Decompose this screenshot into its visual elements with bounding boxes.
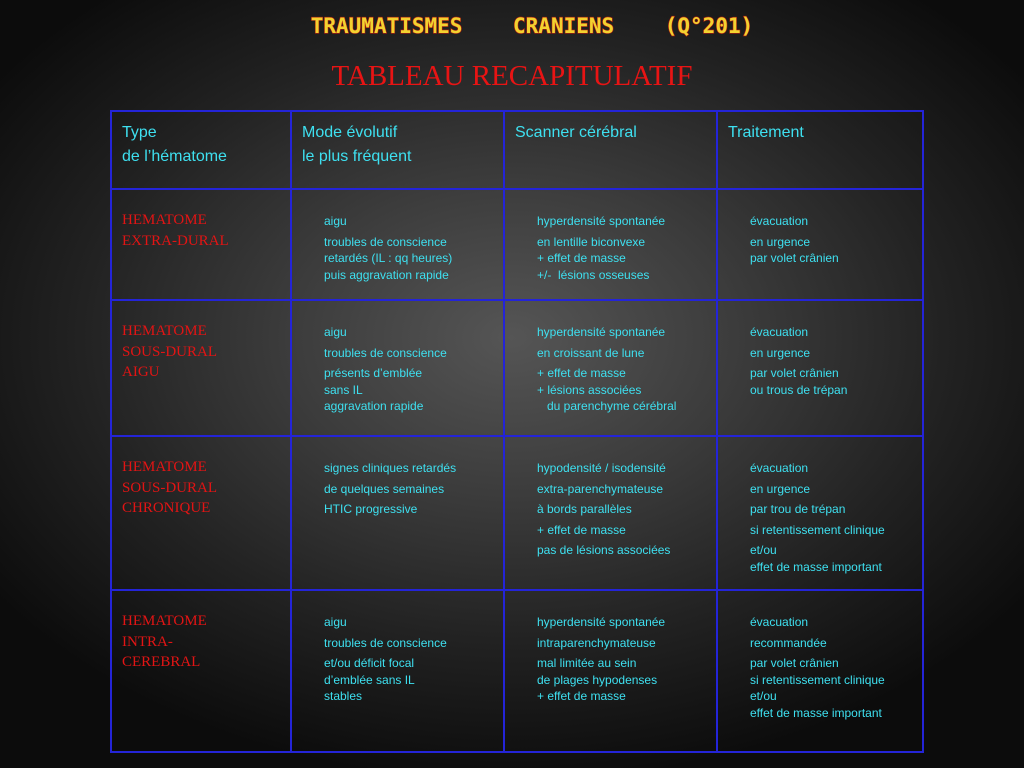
header-graphic bbox=[0, 8, 1024, 100]
scanner-line: mal limitée au sein bbox=[537, 656, 637, 670]
traitement-line-group bbox=[750, 365, 914, 398]
table-row bbox=[111, 436, 923, 590]
type-cell bbox=[111, 300, 291, 436]
header-cell-traitement bbox=[717, 111, 923, 189]
scanner-line-group bbox=[537, 614, 708, 631]
scanner-line: + effet de masse bbox=[537, 522, 626, 537]
mode-cell bbox=[291, 590, 504, 752]
header-label-scanner: Scanner cérébral bbox=[515, 124, 637, 141]
scanner-cell bbox=[504, 436, 717, 590]
mode-line: aggravation rapide bbox=[324, 399, 424, 413]
mode-line-group bbox=[324, 345, 495, 362]
traitement-line: si retentissement clinique bbox=[750, 522, 885, 537]
traitement-line-group bbox=[750, 345, 914, 362]
traitement-line: par volet crânien bbox=[750, 251, 839, 265]
mode-cell bbox=[291, 189, 504, 300]
traitement-line: et/ou bbox=[750, 689, 777, 703]
traitement-line-group bbox=[750, 614, 914, 631]
mode-line: signes cliniques retardés bbox=[324, 461, 457, 475]
scanner-line-group bbox=[537, 522, 708, 539]
mode-line-group bbox=[324, 234, 495, 284]
header-label-mode: Mode évolutif le plus fréquent bbox=[302, 124, 412, 165]
traitement-line: en urgence bbox=[750, 481, 811, 496]
traitement-line-group bbox=[750, 481, 914, 498]
header-row bbox=[111, 111, 923, 189]
mode-cell bbox=[291, 300, 504, 436]
traitement-line-group bbox=[750, 234, 914, 267]
scanner-line: hyperdensité spontanée bbox=[537, 615, 666, 629]
mode-line-group bbox=[324, 501, 495, 518]
mode-line-group bbox=[324, 655, 495, 705]
traitement-line: par volet crânien bbox=[750, 366, 839, 380]
scanner-line: en croissant de lune bbox=[537, 345, 645, 360]
hematoma-type-label: HEMATOME SOUS-DURAL CHRONIQUE bbox=[122, 459, 218, 516]
traitement-line: effet de masse important bbox=[750, 705, 882, 720]
traitement-cell bbox=[717, 189, 923, 300]
slide-banner: TRAUMATISMES CRANIENS (Q°201) bbox=[310, 14, 754, 38]
type-cell bbox=[111, 436, 291, 590]
traitement-line-group bbox=[750, 655, 914, 721]
hematoma-type-label: HEMATOME SOUS-DURAL AIGU bbox=[122, 323, 218, 380]
traitement-line: en urgence bbox=[750, 234, 811, 249]
traitement-line: évacuation bbox=[750, 214, 809, 228]
hematoma-type-label: HEMATOME INTRA- CEREBRAL bbox=[122, 613, 207, 670]
type-cell bbox=[111, 189, 291, 300]
scanner-line: intraparenchymateuse bbox=[537, 635, 656, 650]
traitement-line-group bbox=[750, 501, 914, 518]
scanner-line-group bbox=[537, 655, 708, 705]
scanner-line-group bbox=[537, 213, 708, 230]
traitement-line: par volet crânien bbox=[750, 656, 839, 670]
recap-table bbox=[110, 110, 924, 753]
traitement-line-group bbox=[750, 635, 914, 652]
header-cell-mode bbox=[291, 111, 504, 189]
traitement-line: en urgence bbox=[750, 345, 811, 360]
scanner-line: + effet de masse bbox=[537, 689, 626, 703]
scanner-line: + effet de masse bbox=[537, 366, 626, 380]
traitement-line-group bbox=[750, 324, 914, 341]
scanner-line: hypodensité / isodensité bbox=[537, 461, 666, 475]
scanner-line: en lentille biconvexe bbox=[537, 234, 646, 249]
table-row bbox=[111, 189, 923, 300]
traitement-line: par trou de trépan bbox=[750, 502, 846, 516]
traitement-line-group bbox=[750, 460, 914, 477]
traitement-line: effet de masse important bbox=[750, 559, 882, 574]
mode-line-group bbox=[324, 614, 495, 631]
traitement-line-group bbox=[750, 522, 914, 539]
traitement-line-group bbox=[750, 213, 914, 230]
traitement-line-group bbox=[750, 542, 914, 575]
mode-line: troubles de conscience bbox=[324, 345, 447, 360]
mode-line-group bbox=[324, 213, 495, 230]
traitement-line: évacuation bbox=[750, 615, 809, 629]
mode-line: d’emblée sans IL bbox=[324, 672, 415, 687]
scanner-line-group bbox=[537, 501, 708, 518]
scanner-line: du parenchyme cérébral bbox=[537, 399, 677, 413]
mode-line: puis aggravation rapide bbox=[324, 267, 449, 282]
scanner-cell bbox=[504, 189, 717, 300]
scanner-line: hyperdensité spontanée bbox=[537, 325, 666, 339]
mode-line: sans IL bbox=[324, 382, 363, 397]
scanner-line-group bbox=[537, 324, 708, 341]
mode-line: aigu bbox=[324, 615, 347, 629]
traitement-cell bbox=[717, 300, 923, 436]
mode-line: de quelques semaines bbox=[324, 481, 445, 496]
traitement-line: évacuation bbox=[750, 461, 809, 475]
mode-line-group bbox=[324, 460, 495, 477]
mode-line-group bbox=[324, 324, 495, 341]
hematoma-type-label: HEMATOME EXTRA-DURAL bbox=[122, 212, 229, 249]
mode-cell bbox=[291, 436, 504, 590]
scanner-line-group bbox=[537, 481, 708, 498]
traitement-line: évacuation bbox=[750, 325, 809, 339]
scanner-line: à bords parallèles bbox=[537, 502, 632, 516]
header-cell-scanner bbox=[504, 111, 717, 189]
traitement-cell bbox=[717, 436, 923, 590]
scanner-line: de plages hypodenses bbox=[537, 672, 658, 687]
slide-title: TABLEAU RECAPITULATIF bbox=[331, 60, 693, 92]
mode-line: retardés (IL : qq heures) bbox=[324, 251, 453, 265]
scanner-cell bbox=[504, 590, 717, 752]
mode-line: présents d’emblée bbox=[324, 366, 423, 380]
scanner-line-group bbox=[537, 635, 708, 652]
scanner-line: hyperdensité spontanée bbox=[537, 214, 666, 228]
scanner-line-group bbox=[537, 365, 708, 415]
slide-header bbox=[0, 8, 1024, 100]
traitement-cell bbox=[717, 590, 923, 752]
scanner-cell bbox=[504, 300, 717, 436]
scanner-line-group bbox=[537, 345, 708, 362]
mode-line-group bbox=[324, 635, 495, 652]
header-label-type: Type de l’hématome bbox=[122, 124, 227, 165]
traitement-line: ou trous de trépan bbox=[750, 382, 848, 397]
table-row bbox=[111, 590, 923, 752]
mode-line: HTIC progressive bbox=[324, 502, 418, 516]
scanner-line: pas de lésions associées bbox=[537, 543, 671, 557]
mode-line: troubles de conscience bbox=[324, 635, 447, 650]
traitement-line: et/ou bbox=[750, 543, 777, 557]
mode-line: aigu bbox=[324, 325, 347, 339]
scanner-line-group bbox=[537, 234, 708, 284]
scanner-line-group bbox=[537, 460, 708, 477]
mode-line: troubles de conscience bbox=[324, 234, 447, 249]
traitement-line: si retentissement clinique bbox=[750, 672, 885, 687]
header-cell-type bbox=[111, 111, 291, 189]
mode-line-group bbox=[324, 365, 495, 415]
header-label-traitement: Traitement bbox=[728, 124, 804, 141]
scanner-line: extra-parenchymateuse bbox=[537, 481, 664, 496]
mode-line: et/ou déficit focal bbox=[324, 656, 415, 670]
mode-line: aigu bbox=[324, 214, 347, 228]
scanner-line: +/- lésions osseuses bbox=[537, 267, 650, 282]
traitement-line: recommandée bbox=[750, 635, 827, 650]
table-row bbox=[111, 300, 923, 436]
scanner-line: + effet de masse bbox=[537, 251, 626, 265]
type-cell bbox=[111, 590, 291, 752]
mode-line-group bbox=[324, 481, 495, 498]
mode-line: stables bbox=[324, 689, 363, 703]
scanner-line: + lésions associées bbox=[537, 382, 642, 397]
scanner-line-group bbox=[537, 542, 708, 559]
